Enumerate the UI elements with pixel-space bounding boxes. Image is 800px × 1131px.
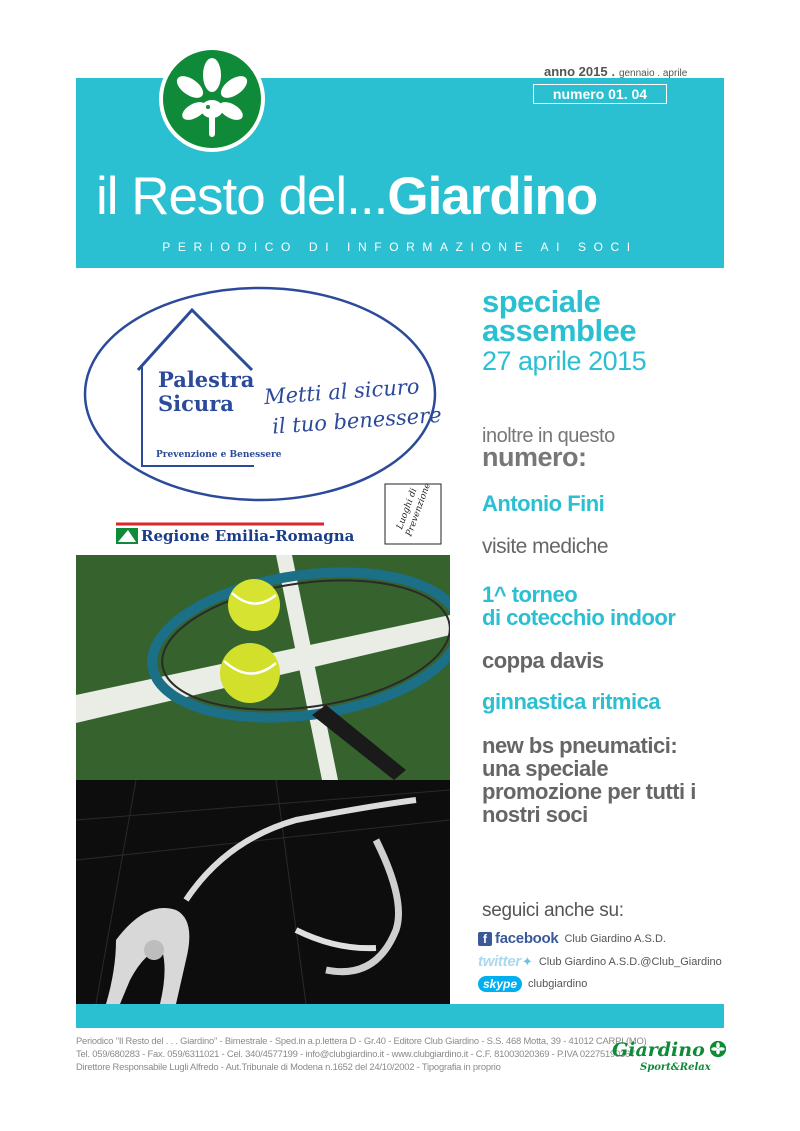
rhythmic-gymnastics-photo xyxy=(76,780,450,1004)
giardino-logo-sub: Sport&Relax xyxy=(640,1062,711,1073)
flower-icon xyxy=(709,1040,727,1058)
twitter-account: Club Giardino A.S.D.@Club_Giardino xyxy=(538,955,722,968)
contents-item-visite-mediche: visite mediche xyxy=(482,535,609,558)
palestra-tagline: Prevenzione e Benessere xyxy=(156,450,282,460)
issue-period: gennaio . aprile xyxy=(618,68,688,79)
footer-line3: Direttore Responsabile Lugli Alfredo - Aut.Tribunale di Modena n.1652 del 24/10/2002 - Tipografia in proprio xyxy=(76,1061,501,1072)
facebook-account: Club Giardino A.S.D. xyxy=(564,932,666,945)
issue-number: numero 01. 04 xyxy=(552,86,648,102)
special-line1: speciale xyxy=(482,284,601,319)
footer-band xyxy=(76,1004,724,1028)
contents-item-torneo-line1: 1^ torneo xyxy=(482,582,578,607)
contents-item-ginnastica: ginnastica ritmica xyxy=(482,689,661,714)
twitter-wordmark: twitter xyxy=(478,953,521,970)
masthead-subtitle: PERIODICO DI INFORMAZIONE AI SOCI xyxy=(162,240,638,254)
special-line2: assemblee xyxy=(482,313,637,348)
special-date: 27 aprile 2015 xyxy=(482,346,647,376)
prevention-stamp: Luoghi di Prevenzione xyxy=(395,481,434,538)
masthead-light: il Resto del... xyxy=(96,167,388,226)
contents-item-pneumatici-line1: new bs pneumatici: xyxy=(482,733,678,758)
region-label: Regione Emilia-Romagna xyxy=(141,527,355,545)
skype-account: clubgiardino xyxy=(528,978,588,990)
giardino-logo-word: Giardino xyxy=(612,1039,705,1061)
contents-item-coppa-davis: coppa davis xyxy=(482,648,604,673)
footer-line2: Tel. 059/680283 - Fax. 059/6311021 - Cel. 340/4577199 - info@clubgiardino.it - www.clubgiardino.it - C.F. 81003020369 - P.IVA 02275190367 xyxy=(76,1048,636,1059)
club-logo-icon xyxy=(158,45,266,153)
issue-number-box xyxy=(533,84,667,104)
facebook-wordmark: facebook xyxy=(495,930,559,947)
social-skype[interactable] xyxy=(478,976,587,992)
footer-imprint xyxy=(76,1034,647,1073)
twitter-bird-icon: ✦ xyxy=(521,953,533,969)
issue-date: anno 2015 . gennaio . aprile xyxy=(544,64,688,79)
masthead-bold: Giardino xyxy=(387,167,598,226)
contents-item-pneumatici-line4: nostri soci xyxy=(482,802,588,827)
contents-item-torneo-line2: di cotecchio indoor xyxy=(482,605,676,630)
palestra-script: Metti al sicuro il tuo benessere xyxy=(263,374,443,439)
facebook-icon: f xyxy=(478,932,492,946)
tennis-photo xyxy=(76,555,450,780)
contents-item-pneumatici-line3: promozione per tutti i xyxy=(482,779,696,804)
contents-intro: inoltre in questo xyxy=(482,425,615,447)
footer-line1: Periodico "Il Resto del . . . Giardino" - Bimestrale - Sped.in a.p.lettera D - Gr.40 - Editore Club Giardino - S.S. 468 Motta, 39 - 41012 CARPI (MO) xyxy=(76,1035,647,1046)
palestra-title: Palestra Sicura xyxy=(158,367,255,416)
masthead-title xyxy=(96,167,598,226)
social-twitter[interactable] xyxy=(478,953,722,970)
social-heading: seguici anche su: xyxy=(482,900,624,921)
issue-year: anno 2015 xyxy=(544,64,608,79)
contents-item-pneumatici-line2: una speciale xyxy=(482,756,609,781)
giardino-sport-logo xyxy=(612,1039,727,1073)
skype-icon: skype xyxy=(478,976,522,992)
social-facebook[interactable] xyxy=(478,930,666,947)
contents-numero: numero: xyxy=(482,442,587,472)
contents-item-antonio-fini: Antonio Fini xyxy=(482,491,605,516)
